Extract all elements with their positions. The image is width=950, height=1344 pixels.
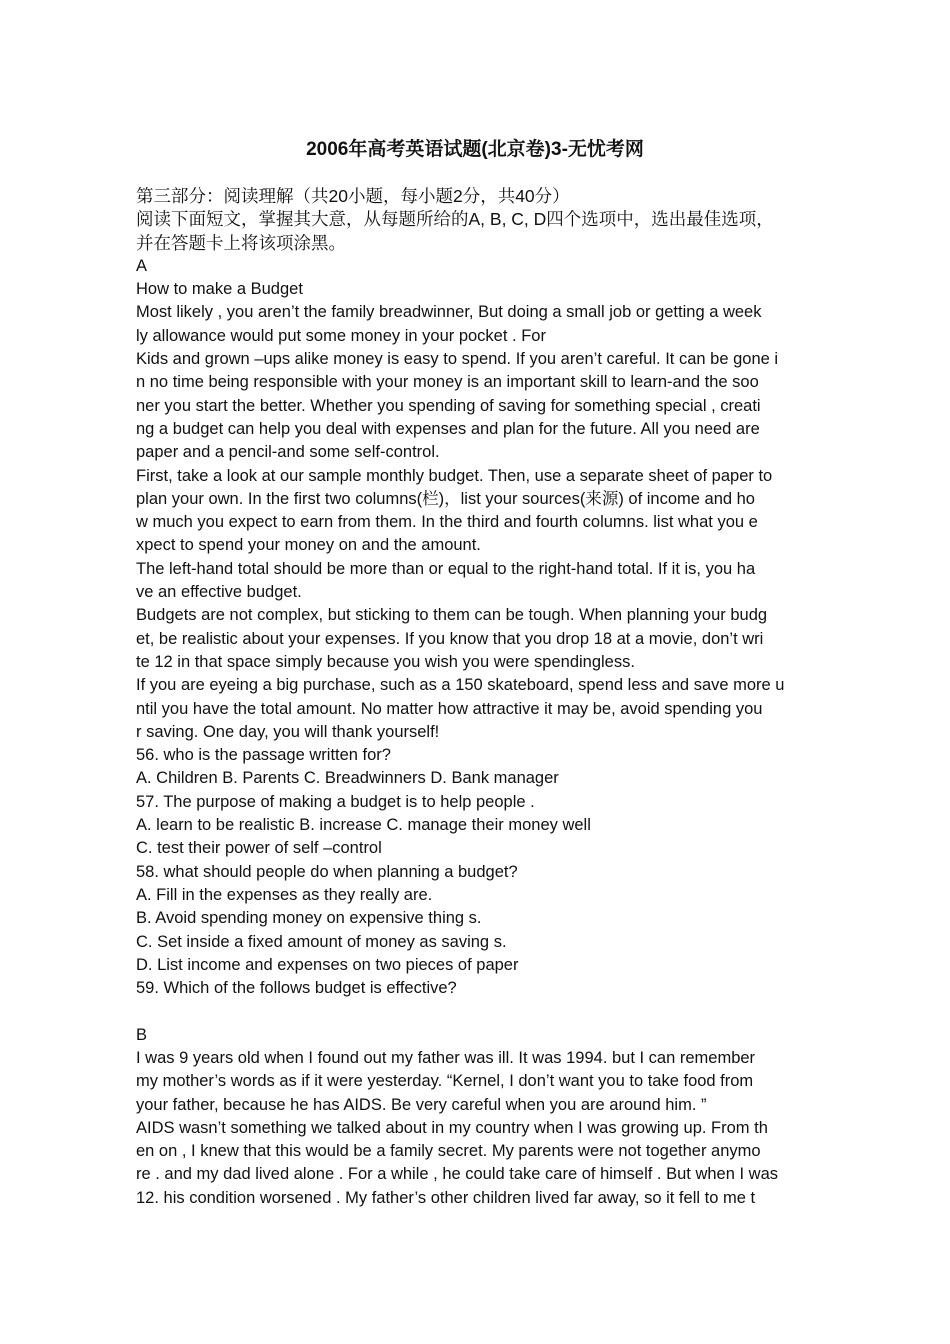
text-line: Most likely , you aren’t the family breadwinner, But doing a small job or getting a week [136, 303, 762, 322]
text-line: w much you expect to earn from them. In the third and fourth columns. list what you e [136, 513, 758, 532]
text-line: te 12 in that space simply because you wish you were spendingless. [136, 652, 635, 671]
text-line: en on , I knew that this would be a family secret. My parents were not together anymo [136, 1142, 761, 1161]
option-line: D. List income and expenses on two pieces of paper [136, 955, 519, 974]
question-line: 59. Which of the follows budget is effective? [136, 979, 457, 998]
text-line: xpect to spend your money on and the amount. [136, 536, 481, 555]
text-line: paper and a pencil-and some self-control. [136, 443, 440, 462]
passage-title: How to make a Budget [136, 280, 303, 299]
option-line: C. Set inside a fixed amount of money as saving s. [136, 932, 507, 951]
option-line: A. Children B. Parents C. Breadwinners D. Bank manager [136, 769, 559, 788]
text-line: ng a budget can help you deal with expenses and plan for the future. All you need are [136, 419, 760, 438]
question-line: 57. The purpose of making a budget is to help people . [136, 792, 535, 811]
text-line: ntil you have the total amount. No matter how attractive it may be, avoid spending you [136, 699, 763, 718]
text-line: ve an effective budget. [136, 583, 302, 602]
option-line: C. test their power of self –control [136, 839, 382, 858]
text-line: Budgets are not complex, but sticking to them can be tough. When planning your budg [136, 606, 768, 625]
option-line: A. learn to be realistic B. increase C. manage their money well [136, 816, 591, 835]
document-title: 2006年高考英语试题(北京卷)3-无忧考网 [306, 139, 644, 160]
question-line: 56. who is the passage written for? [136, 746, 391, 765]
instruction-line: 并在答题卡上将该项涂黑。 [136, 232, 346, 253]
document-body [136, 185, 826, 1210]
text-line: ly allowance would put some money in your pocket . For [136, 326, 546, 345]
text-line: Kids and grown –ups alike money is easy to spend. If you aren’t careful. It can be gone i [136, 350, 779, 369]
question-line: 58. what should people do when planning a budget? [136, 862, 518, 881]
section-heading: 第三部分：阅读理解（共20小题，每小题2分，共40分） [136, 186, 570, 206]
passage-label: A [136, 256, 148, 275]
passage-label: B [136, 1025, 148, 1044]
text-line: my mother’s words as if it were yesterday. “Kernel, I don’t want you to take food from [136, 1072, 754, 1091]
text-line: ner you start the better. Whether you spending of saving for something special , creati [136, 396, 761, 415]
text-line: n no time being responsible with your money is an important skill to learn-and the soo [136, 373, 759, 392]
text-line: AIDS wasn’t something we talked about in my country when I was growing up. From th [136, 1118, 768, 1137]
text-line: et, be realistic about your expenses. If you know that you drop 18 at a movie, don’t wri [136, 629, 764, 648]
text-line: re . and my dad lived alone . For a while , he could take care of himself . But when I was [136, 1165, 778, 1184]
instruction-line: 阅读下面短文，掌握其大意，从每题所给的A, B, C, D四个选项中，选出最佳选项， [136, 209, 774, 230]
text-line: your father, because he has AIDS. Be very careful when you are around him. ” [136, 1095, 707, 1114]
text-line: If you are eyeing a big purchase, such as a 150 skateboard, spend less and save more u [136, 676, 785, 695]
option-line: A. Fill in the expenses as they really are. [136, 885, 433, 904]
text-line: 12. his condition worsened . My father’s other children lived far away, so it fell to me t [136, 1188, 756, 1207]
text-line: plan your own. In the first two columns(栏)，list your sources(来源) of income and ho [136, 489, 755, 508]
text-line: I was 9 years old when I found out my father was ill. It was 1994. but I can remember [136, 1048, 756, 1067]
option-line: B. Avoid spending money on expensive thing s. [136, 909, 482, 928]
text-line: First, take a look at our sample monthly budget. Then, use a separate sheet of paper to [136, 466, 773, 485]
text-line: r saving. One day, you will thank yourself! [136, 722, 440, 741]
blank-line [136, 1000, 826, 1023]
text-line: The left-hand total should be more than or equal to the right-hand total. If it is, you ha [136, 559, 756, 578]
